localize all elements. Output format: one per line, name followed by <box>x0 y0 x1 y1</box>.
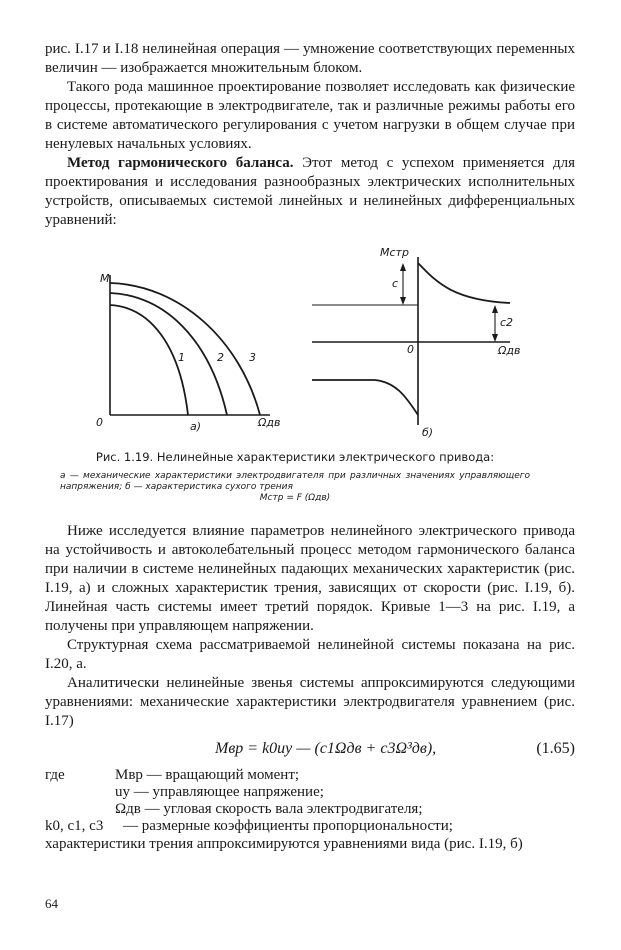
equation-number: (1.65) <box>536 740 575 757</box>
paragraph-2: Такого рода машинное проектирование позволяет исследовать как физические процессы, протекающие в электродвигателе, так и различные режимы работы его в системе автоматического регулирования с учетом нагрузки в общем случае при ненулевых начальных условиях. <box>45 79 575 152</box>
definition-row <box>45 801 575 818</box>
equation-text: Mвр = k0uу — (c1Ωдв + c3Ω³дв), <box>215 740 437 757</box>
definition-text: — размерные коэффициенты пропорциональности; <box>123 818 453 834</box>
dim-c2-arrow-down <box>492 334 498 342</box>
definition-row <box>45 784 575 801</box>
method-text: Этот метод с успехом применяется для проектирования и исследования разнообразных электрических исполнительных устройств, описываемых системой линейных и нелинейных дифференциальных уравнений: <box>45 155 575 228</box>
dim-c-arrow-down <box>400 297 406 305</box>
closing-paragraph: характеристики трения аппроксимируются уравнениями вида (рис. I.19, б) <box>45 836 523 852</box>
definition-lead: где <box>45 767 65 783</box>
paragraph-method <box>45 154 575 230</box>
definition-text: Mвр — вращающий момент; <box>115 767 300 783</box>
caption-formula: Mстр = F (Ωдв) <box>259 493 331 503</box>
right-y-label: Mстр <box>380 246 409 259</box>
paragraph-5: Структурная схема рассматриваемой нелинейной системы показана на рис. I.20, а. <box>45 637 575 672</box>
equation-1-65 <box>45 735 575 763</box>
figure-1-19 <box>90 245 530 445</box>
friction-positive <box>418 263 510 303</box>
curve-label-1: 1 <box>178 351 185 364</box>
curve-label-2: 2 <box>217 351 224 364</box>
caption-title: Рис. 1.19. Нелинейные характеристики электрического привода: <box>95 450 495 464</box>
left-sub-label: а) <box>190 420 202 433</box>
paragraph-1: рис. I.17 и I.18 нелинейная операция — умножение соответствующих переменных величин — изображается множительным блоком. <box>45 41 575 76</box>
right-origin: 0 <box>407 343 414 356</box>
right-x-label: Ωдв <box>498 344 521 357</box>
figure-caption <box>60 450 530 504</box>
page-number: 64 <box>45 896 58 911</box>
left-y-label: M <box>100 272 110 285</box>
page-text-bottom <box>45 522 575 854</box>
curve-2 <box>110 293 227 415</box>
figure-svg <box>90 245 530 445</box>
right-sub-label: б) <box>422 426 434 439</box>
definition-row <box>45 818 575 835</box>
paragraph-6: Аналитически нелинейные звенья системы аппроксимируются следующими уравнениями: механические характеристики электродвигателя уравнением (рис. I.17) <box>45 675 575 729</box>
dim-c2-label: c2 <box>500 316 514 329</box>
left-x-label: Ωдв <box>258 416 281 429</box>
dim-c-label: c <box>392 277 399 290</box>
dim-c2-arrow-up <box>492 305 498 313</box>
definition-lead: k0, c1, c3 <box>45 818 104 834</box>
dim-c-arrow-up <box>400 263 406 271</box>
page-text-top <box>45 40 575 230</box>
caption-body <box>60 471 530 504</box>
curve-label-3: 3 <box>249 351 256 364</box>
paragraph-4: Ниже исследуется влияние параметров нелинейного электрического привода на устойчивость и автоколебательный процесс методом гармонического баланса при наличии в системе нелинейных падающих механических характеристик (рис. I.19, а) и сложных характеристик трения, зависящих от скорости (рис. I.19, б). Линейная часть системы имеет третий порядок. Кривые 1—3 на рис. I.19, а получены при управляющем напряжении. <box>45 523 575 634</box>
definitions-list <box>45 767 575 835</box>
definition-row <box>45 767 575 784</box>
definition-text: Ωдв — угловая скорость вала электродвигателя; <box>115 801 423 817</box>
definition-text: uу — управляющее напряжение; <box>115 784 324 800</box>
method-heading: Метод гармонического баланса. <box>67 155 294 171</box>
left-origin: 0 <box>96 416 103 429</box>
friction-negative <box>312 380 418 415</box>
caption-body-text: а — механические характеристики электродвигателя при различных значениях управляющего напряжения; б — характеристика сухого трения <box>60 471 530 492</box>
